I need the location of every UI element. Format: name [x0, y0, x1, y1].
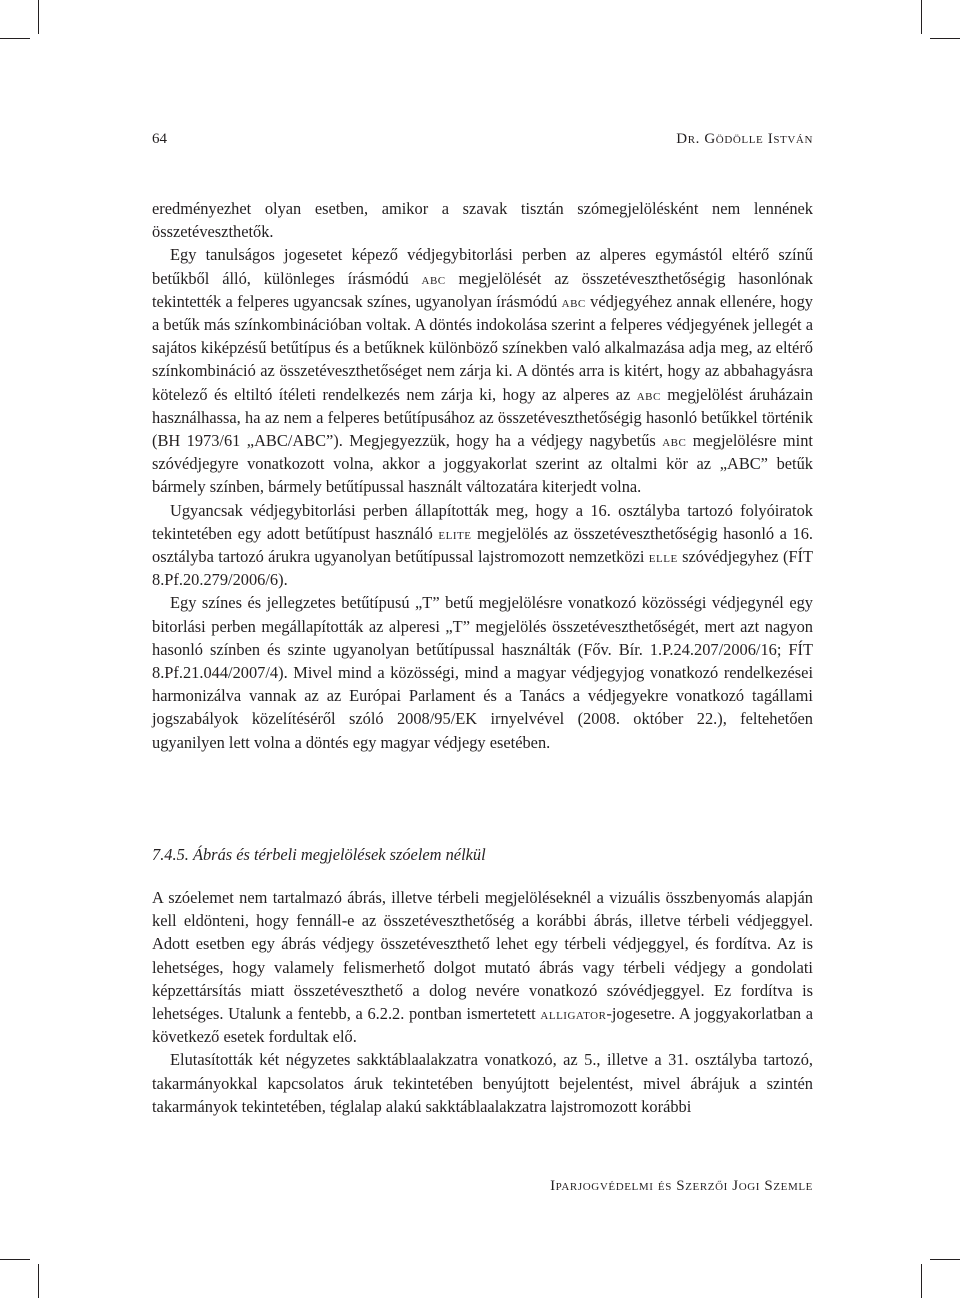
- mark-abc: abc: [662, 431, 687, 451]
- running-head-author: Dr. Gödölle István: [676, 131, 813, 147]
- mark-alligator: alligator: [540, 1004, 607, 1024]
- crop-mark-bottom-right-vertical: [921, 1264, 922, 1298]
- paragraph-elite-case: Ugyancsak védjegybitorlási perben állapították meg, hogy a 16. osztályba tartozó folyóiratok tekintetében egy adott betűtípust használó elite megjelölés az összetéveszthetőségig hasonló a 16. osztályba tartozó árukra ugyanolyan betűtípussal lajstromozott nemzetközi elle szóvédjegyhez (FÍT 8.Pf.20.279/2006/6).: [152, 500, 813, 590]
- section-text: [152, 886, 813, 1118]
- paragraph-abc-case: Egy tanulságos jogesetet képező védjegybitorlási perben az alperes egymástól eltérő színű betűkből álló, különleges írásmódú abc megjelölését az összetéveszthetőségig hasonlónak tekintették a felperes ugyancsak színes, ugyanolyan írásmódú abc védjegyéhez annak ellenére, hogy a betűk más színkombinációban voltak. A döntés indokolása szerint a felperes védjegyének jellegét a sajátos kiképzésű betűtípus és a betűknek különböző színekben való alkalmazása adja meg, az eltérő színkombináció az összetéveszthetőséget nem zárja ki. A döntés arra is kitért, hogy az abbahagyásra kötelező és eltiltó ítéleti rendelkezés nem zárja ki, hogy az alperes az abc megjelölést áruházain használhassa, ha az nem a felperes betűtípusához az összetéveszthetőségig hasonló betűkkel történik (BH 1973/61 „ABC/ABC”). Megjegyezzük, hogy ha a védjegy nagybetűs abc megjelölésre mint szóvédjegyre vonatkozott volna, akkor a joggyakorlat szerint az oltalmi kör az „ABC” betűk bármely színben, bármely betűtípussal használt változatára kiterjedt volna.: [152, 245, 814, 497]
- page-number: 64: [152, 131, 167, 147]
- crop-mark-bottom-left-vertical: [38, 1264, 39, 1298]
- crop-mark-top-left-horizontal: [0, 38, 30, 39]
- mark-abc: abc: [421, 268, 446, 288]
- paragraph-continuation: eredményezhet olyan esetben, amikor a szavak tisztán szómegjelölésként nem lennének összetéveszthetők.: [152, 199, 813, 242]
- mark-abc: abc: [561, 291, 586, 311]
- crop-mark-top-right-vertical: [921, 0, 922, 34]
- crop-mark-bottom-left-horizontal: [0, 1259, 30, 1260]
- paragraph-t-case: Egy színes és jellegzetes betűtípusú „T” betű megjelölésre vonatkozó közösségi védjegynél egy bitorlási perben megállapították az alperesi „T” megjelölés összetéveszthetőségét, mert azt nagyon hasonló színben és szinte ugyanolyan betűtípussal használták (Főv. Bír. 1.P.24.207/2006/16; FÍT 8.Pf.21.044/2007/4). Mivel mind a közösségi, mind a magyar védjegyjog vonatkozó rendelkezései harmonizálva vannak az az Európai Parlament és a Tanács a védjegyekre vonatkozó tagállami jogszabályok közelítéséről szóló 2008/95/EK irnyelvével (2008. október 22.), feltehetően ugyanilyen lett volna a döntés egy magyar védjegy esetében.: [152, 593, 813, 752]
- mark-abc: abc: [636, 384, 661, 404]
- main-text: [152, 197, 813, 754]
- section-title: 7.4.5. Ábrás és térbeli megjelölések szóelem nélkül: [152, 845, 486, 864]
- page-header: [152, 131, 813, 153]
- crop-mark-top-right-horizontal: [930, 38, 960, 39]
- mark-elite: elite: [438, 523, 472, 543]
- paragraph-section-intro: A szóelemet nem tartalmazó ábrás, illetve térbeli megjelöléseknél a vizuális összbenyomás alapján kell eldönteni, hogy fennáll-e az összetéveszthetőség a korábbi ábrás, illetve térbeli védjeggyel. Adott esetben egy ábrás védjegy összetéveszthető lehet egy térbeli védjeggyel, és fordítva. Az is lehetséges, hogy valamely felismerhető dolgot mutató ábrás vagy térbeli védjegy a gondolati képzettársítás miatt összetéveszthető a dolog nevére vonatkozó szóvédjeggyel. Ez fordítva is lehetséges. Utalunk a fentebb, a 6.2.2. pontban ismertetett alligator-jogesetre. A joggyakorlatban a következő esetek fordultak elő.: [152, 888, 813, 1047]
- paragraph-chessboard-case: Elutasították két négyzetes sakktáblaalakzatra vonatkozó, az 5., illetve a 31. osztályba tartozó, takarmányokkal kapcsolatos áruk tekintetében benyújtott bejelentést, mivel ábrájuk a szintén takarmányok tekintetében, téglalap alakú sakktáblaalakzatra lajstromozott korábbi: [152, 1050, 813, 1116]
- crop-mark-top-left-vertical: [38, 0, 39, 34]
- crop-mark-bottom-right-horizontal: [930, 1259, 960, 1260]
- journal-footer: Iparjogvédelmi és Szerzői Jogi Szemle: [550, 1178, 813, 1194]
- mark-elle: elle: [648, 547, 678, 567]
